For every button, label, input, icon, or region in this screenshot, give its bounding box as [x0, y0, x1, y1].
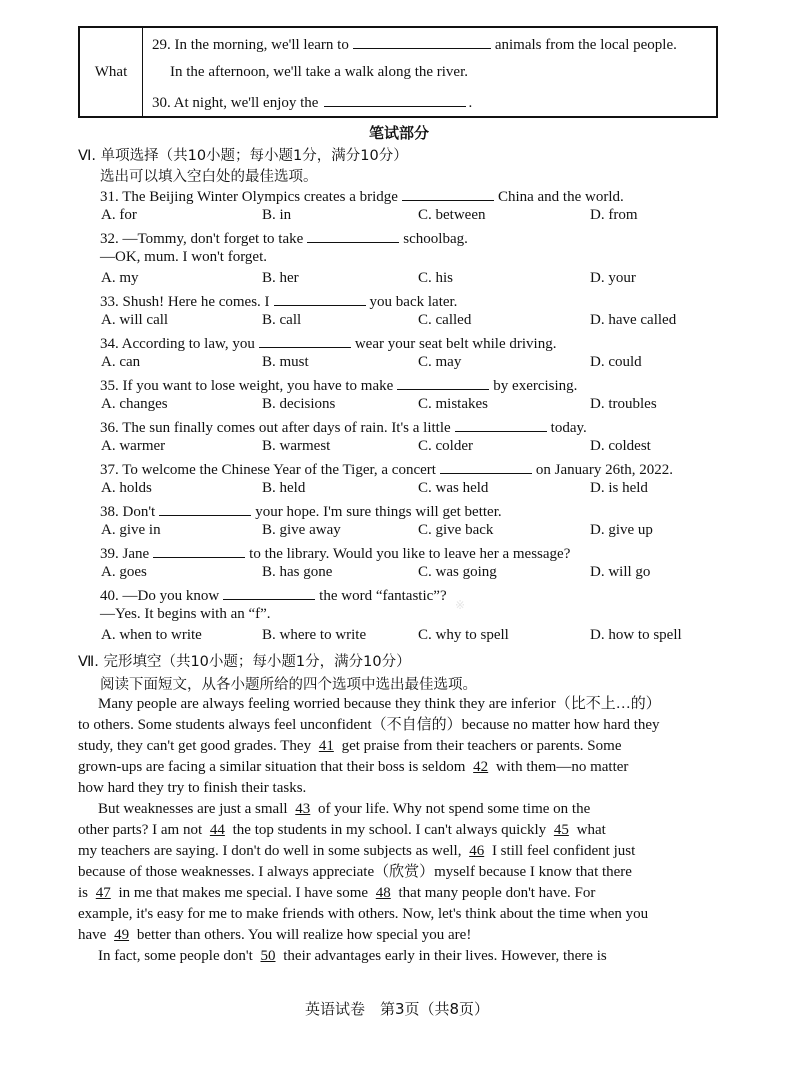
- answer-option[interactable]: C. mistakes: [418, 396, 488, 412]
- answer-option[interactable]: B. in: [262, 207, 292, 223]
- answer-blank[interactable]: [440, 459, 532, 474]
- page-footer: 英语试卷 第3页（共8页）: [304, 1000, 490, 1018]
- section7-title: Ⅶ. 完形填空（共10小题；每小题1分，满分10分）: [78, 654, 411, 670]
- question-stem: 37. To welcome the Chinese Year of the Tiger, a concert on January 26th, 2022.: [100, 459, 673, 479]
- passage-line: But weaknesses are just a small 43 of your life. Why not spend some time on the: [98, 801, 591, 817]
- answer-option[interactable]: D. give up: [590, 522, 653, 538]
- answer-blank-30[interactable]: [324, 92, 466, 107]
- answer-blank[interactable]: [307, 228, 399, 243]
- answer-option[interactable]: A. for: [101, 207, 137, 223]
- passage-line: Many people are always feeling worried because they think they are inferior（比不上…的）: [98, 696, 661, 712]
- answer-option[interactable]: D. how to spell: [590, 627, 682, 643]
- answer-option[interactable]: A. will call: [101, 312, 169, 328]
- answer-option[interactable]: A. can: [101, 354, 141, 370]
- passage-line: how hard they try to finish their tasks.: [78, 780, 307, 796]
- section6-instruction: 选出可以填入空白处的最佳选项。: [100, 169, 318, 185]
- passage-line: example, it's easy for me to make friends with others. Now, let's think about the time when you: [78, 906, 649, 922]
- passage-line: is 47 in me that makes me special. I have some 48 that many people don't have. For: [78, 885, 596, 901]
- answer-blank[interactable]: [402, 186, 494, 201]
- answer-option[interactable]: B. decisions: [262, 396, 336, 412]
- listening-table: [78, 26, 718, 118]
- answer-option[interactable]: B. has gone: [262, 564, 333, 580]
- answer-option[interactable]: A. changes: [101, 396, 168, 412]
- answer-option[interactable]: C. called: [418, 312, 472, 328]
- answer-option[interactable]: B. must: [262, 354, 309, 370]
- answer-option[interactable]: B. where to write: [262, 627, 367, 643]
- answer-option[interactable]: D. have called: [590, 312, 677, 328]
- question-reply: —OK, mum. I won't forget.: [100, 249, 267, 265]
- question-stem: 32. —Tommy, don't forget to take schoolbag.: [100, 228, 468, 248]
- answer-option[interactable]: D. could: [590, 354, 642, 370]
- answer-option[interactable]: A. goes: [101, 564, 147, 580]
- passage-line: have 49 better than others. You will realize how special you are!: [78, 927, 472, 943]
- answer-blank[interactable]: [397, 375, 489, 390]
- answer-option[interactable]: C. colder: [418, 438, 473, 454]
- question-stem: 40. —Do you know the word “fantastic”?: [100, 585, 447, 605]
- blank-44[interactable]: 44: [209, 822, 225, 838]
- answer-option[interactable]: B. warmest: [262, 438, 331, 454]
- blank-48[interactable]: 48: [375, 885, 391, 901]
- passage-line: other parts? I am not 44 the top students in my school. I can't always quickly 45 what: [78, 822, 606, 838]
- answer-option[interactable]: C. give back: [418, 522, 494, 538]
- answer-option[interactable]: C. was held: [418, 480, 489, 496]
- what-label-cell: [80, 28, 143, 116]
- answer-option[interactable]: B. her: [262, 270, 299, 286]
- answer-blank[interactable]: [455, 417, 547, 432]
- blank-41[interactable]: 41: [318, 738, 334, 754]
- answer-option[interactable]: C. his: [418, 270, 454, 286]
- blank-50[interactable]: 50: [260, 948, 276, 964]
- answer-option[interactable]: D. will go: [590, 564, 651, 580]
- passage-paragraph-1: [78, 694, 728, 799]
- question-stem: 34. According to law, you wear your seat belt while driving.: [100, 333, 556, 353]
- what-label: What: [94, 63, 128, 80]
- answer-option[interactable]: A. holds: [101, 480, 152, 496]
- answer-blank[interactable]: [159, 501, 251, 516]
- answer-blank[interactable]: [153, 543, 245, 558]
- answer-option[interactable]: A. warmer: [101, 438, 166, 454]
- answer-option[interactable]: C. between: [418, 207, 486, 223]
- answer-blank-29[interactable]: [353, 34, 491, 49]
- answer-option[interactable]: D. troubles: [590, 396, 657, 412]
- question-stem: 33. Shush! Here he comes. I you back later.: [100, 291, 457, 311]
- question-stem: 31. The Beijing Winter Olympics creates a bridge China and the world.: [100, 186, 624, 206]
- question-stem: 35. If you want to lose weight, you have to make by exercising.: [100, 375, 577, 395]
- blank-45[interactable]: 45: [553, 822, 569, 838]
- answer-option[interactable]: B. give away: [262, 522, 341, 538]
- answer-option[interactable]: D. your: [590, 270, 636, 286]
- answer-option[interactable]: C. was going: [418, 564, 497, 580]
- answer-blank[interactable]: [274, 291, 366, 306]
- question-stem: 36. The sun finally comes out after days of rain. It's a little today.: [100, 417, 587, 437]
- answer-option[interactable]: A. my: [101, 270, 139, 286]
- answer-blank[interactable]: [259, 333, 351, 348]
- table-row-30: 30. At night, we'll enjoy the .: [152, 92, 472, 112]
- passage-paragraph-2: [78, 799, 728, 946]
- table-row-29: 29. In the morning, we'll learn to animals from the local people.: [152, 34, 677, 54]
- question-reply: —Yes. It begins with an “f”.: [100, 606, 271, 622]
- passage-line: to others. Some students always feel unconfident（不自信的）because no matter how hard they: [78, 717, 660, 733]
- blank-47[interactable]: 47: [95, 885, 111, 901]
- answer-option[interactable]: C. why to spell: [418, 627, 509, 643]
- blank-46[interactable]: 46: [469, 843, 485, 859]
- blank-43[interactable]: 43: [295, 801, 311, 817]
- watermark: ※: [455, 598, 466, 612]
- passage-line: In fact, some people don't 50 their advantages early in their lives. However, there is: [98, 948, 607, 964]
- answer-option[interactable]: A. give in: [101, 522, 161, 538]
- blank-42[interactable]: 42: [473, 759, 489, 775]
- answer-option[interactable]: D. from: [590, 207, 638, 223]
- answer-option[interactable]: B. held: [262, 480, 306, 496]
- answer-blank[interactable]: [223, 585, 315, 600]
- answer-option[interactable]: B. call: [262, 312, 302, 328]
- answer-option[interactable]: C. may: [418, 354, 462, 370]
- passage-line: study, they can't get good grades. They 41 get praise from their teachers or parents. Some: [78, 738, 622, 754]
- answer-option[interactable]: D. is held: [590, 480, 648, 496]
- answer-option[interactable]: A. when to write: [101, 627, 202, 643]
- section7-instruction: 阅读下面短文，从各小题所给的四个选项中选出最佳选项。: [100, 677, 477, 693]
- table-row-afternoon: In the afternoon, we'll take a walk along the river.: [170, 64, 469, 80]
- question-stem: 39. Jane to the library. Would you like to leave her a message?: [100, 543, 570, 563]
- passage-paragraph-3: [98, 946, 728, 967]
- question-stem: 38. Don't your hope. I'm sure things will get better.: [100, 501, 502, 521]
- written-part-title: 笔试部分: [369, 124, 430, 142]
- passage-line: my teachers are saying. I don't do well in some subjects as well, 46 I still feel confident just: [78, 843, 636, 859]
- passage-line: because of those weaknesses. I always appreciate（欣赏）myself because I know that there: [78, 864, 632, 880]
- passage-line: grown-ups are facing a similar situation that their boss is seldom 42 with them—no matter: [78, 759, 629, 775]
- blank-49[interactable]: 49: [114, 927, 130, 943]
- section6-title: Ⅵ. 单项选择（共10小题；每小题1分，满分10分）: [78, 148, 408, 164]
- answer-option[interactable]: D. coldest: [590, 438, 651, 454]
